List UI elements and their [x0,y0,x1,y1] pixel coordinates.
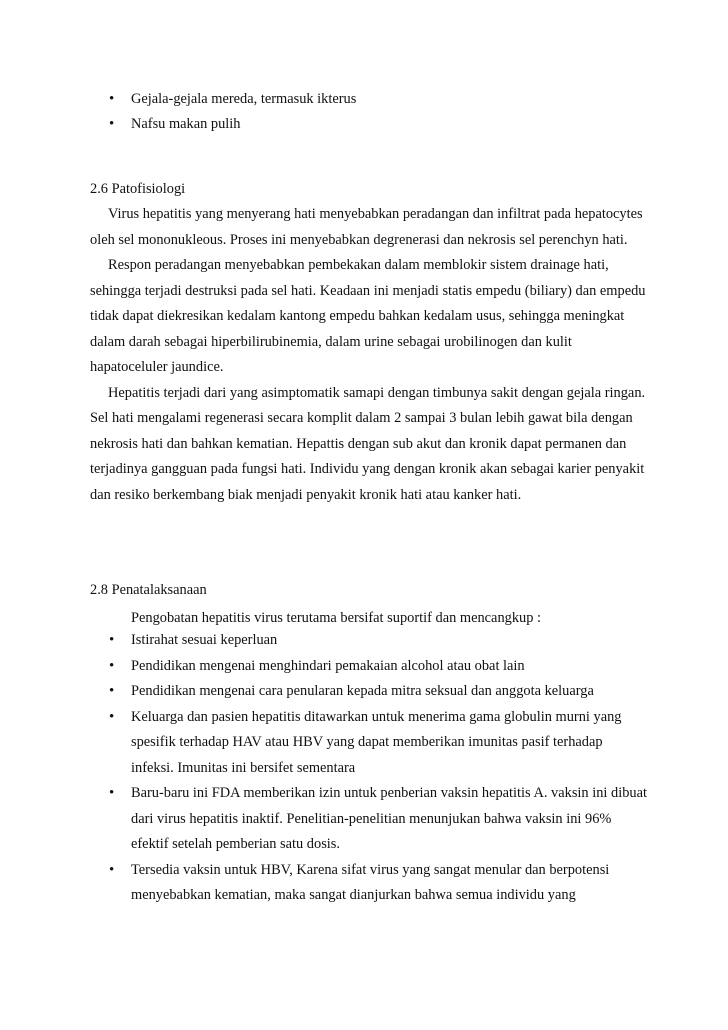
list-item: • Pendidikan mengenai cara penularan kepada mitra seksual dan anggota keluarga [0,679,728,705]
paragraph-body: sehingga terjadi destruksi pada sel hati. Keadaan ini menjadi statis empedu (biliary) dan empedu tidak dapat diekresikan kedalam kantong empedu bahkan kedalam usus, sehingga meningkat dalam darah sebagai hiperbilirubinemia, dalam urine sebagai urobilinogen dan kulit hapatoceluler jaundice. [90,282,646,375]
treatment-list [0,628,728,909]
list-item: • Istirahat sesuai keperluan [0,628,728,654]
section-penatalaksanaan [0,581,728,909]
paragraph [90,381,650,509]
list-item: • Baru-baru ini FDA memberikan izin untuk penberian vaksin hepatitis A. vaksin ini dibuat dari virus hepatitis inaktif. Penelitian-penelitian menunjukan bahwa vaksin ini 96% efektif setelah pemberian satu dosis. [0,781,728,858]
paragraph [90,253,650,381]
paragraph-body: hepatocytes oleh sel mononukleous. Proses ini menyebabkan degrenerasi dan nekrosis sel perenchyn hati. [90,206,643,248]
paragraph [90,202,650,253]
list-item: • Keluarga dan pasien hepatitis ditawarkan untuk menerima gama globulin murni yang spesifik terhadap HAV atau HBV yang dapat memberikan imunitas pasif terhadap infeksi. Imunitas ini bersifet sementara [0,705,728,782]
list-item: • Tersedia vaksin untuk HBV, Karena sifat virus yang sangat menular dan berpotensi menyebabkan kematian, maka sangat dianjurkan bahwa semua individu yang [0,858,728,909]
section-heading: 2.8 Penatalaksanaan [90,582,207,598]
paragraph-body: ringan. Sel hati mengalami regenerasi secara komplit dalam 2 sampai 3 bulan lebih gawat bila dengan nekrosis hati dan bahkan kematian. Hepattis dengan sub akut dan kronik dapat permanen dan terjadinya gangguan pada fungsi hati. Individu yang dengan kronik akan sebagai karier penyakit dan resiko berkembang biak menjadi penyakit kronik hati atau kanker hati. [90,384,646,503]
section-heading: 2.6 Patofisiologi [90,181,186,197]
paragraph-first-line: Respon peradangan menyebabkan pembekakan dalam memblokir sistem drainage hati, [108,257,609,273]
list-item: • Pendidikan mengenai menghindari pemakaian alcohol atau obat lain [0,654,728,680]
paragraph-first-line: Hepatitis terjadi dari yang asimptomatik samapi dengan timbunya sakit dengan gejala [108,384,602,401]
paragraph-first-line: Virus hepatitis yang menyerang hati menyebabkan peradangan dan infiltrat pada [108,206,572,222]
symptom-list [0,90,728,140]
list-item: • Gejala-gejala mereda, termasuk ikterus [0,90,728,115]
section-patofisiologi [90,180,650,508]
section-intro: Pengobatan hepatitis virus terutama bersifat suportif dan mencangkup : [131,610,542,626]
list-item: • Nafsu makan pulih [0,115,728,140]
